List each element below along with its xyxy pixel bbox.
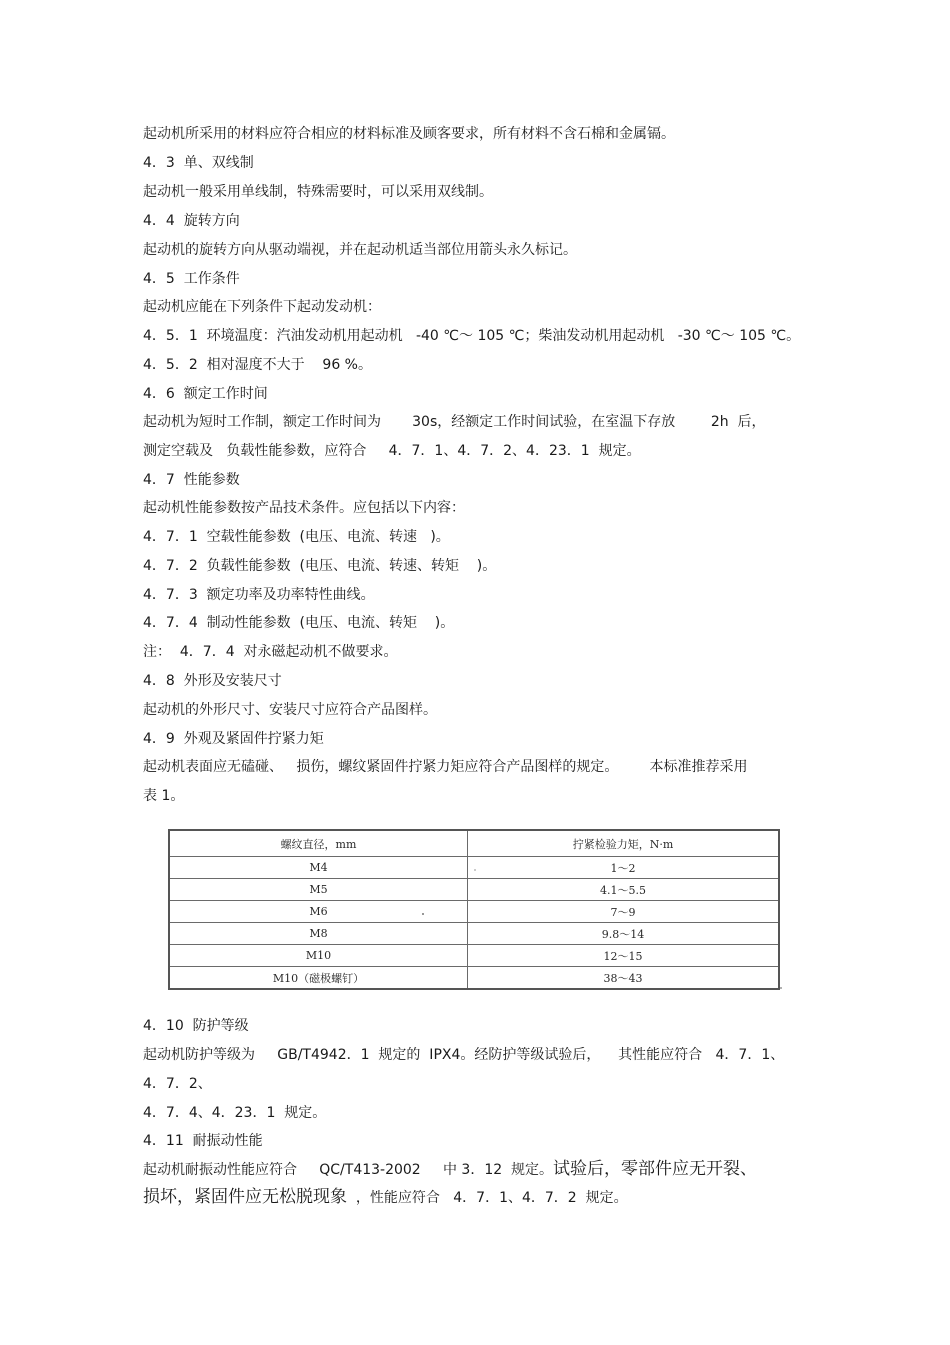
table-row — [169, 967, 779, 990]
torque-table-grid — [168, 829, 780, 990]
paragraph-text: 起动机应能在下列条件下起动发动机： — [143, 299, 381, 315]
list-item: 4．7．2 负载性能参数 (电压、电流、转速、转矩 )。 — [143, 558, 497, 574]
paragraph-mixed-line — [143, 1188, 628, 1207]
paragraph-text-small: 起动机耐振动性能应符合 QC/T413-2002 中 3．12 规定。 — [143, 1162, 554, 1178]
table-header-cell: 螺纹直径，mm — [169, 830, 468, 857]
section-heading-4-4: 4．4 旋转方向 — [143, 213, 240, 229]
scan-speck — [780, 987, 782, 989]
paragraph-text: 4．5．1 环境温度：汽油发动机用起动机 -40 ℃～ 105 ℃；柴油发动机用起动机 -30 ℃～ 105 ℃。 — [143, 328, 801, 344]
paragraph-text: 起动机防护等级为 GB/T4942．1 规定的 IPX4。经防护等级试验后， 其性能应符合 4．7．1、 — [143, 1047, 785, 1063]
table-cell: M6 — [169, 901, 468, 923]
section-heading-4-9: 4．9 外观及紧固件拧紧力矩 — [143, 731, 324, 747]
list-item: 4．7．3 额定功率及功率特性曲线。 — [143, 587, 375, 603]
table-header-row — [169, 830, 779, 857]
note-text: 注： 4．7．4 对永磁起动机不做要求。 — [143, 644, 398, 660]
paragraph-text: 起动机一般采用单线制，特殊需要时，可以采用双线制。 — [143, 184, 493, 200]
section-heading-4-8: 4．8 外形及安装尺寸 — [143, 673, 282, 689]
paragraph-text: 起动机为短时工作制，额定工作时间为 30s，经额定工作时间试验，在室温下存放 2h 后， — [143, 414, 766, 430]
table-row — [169, 945, 779, 967]
table-cell: 38～43 — [468, 967, 780, 990]
paragraph-text: 测定空载及 负载性能参数，应符合 4．7．1、4．7．2、4．23．1 规定。 — [143, 443, 641, 459]
scan-speck — [474, 869, 476, 871]
section-heading-4-7: 4．7 性能参数 — [143, 472, 240, 488]
paragraph-text: 起动机的外形尺寸、安装尺寸应符合产品图样。 — [143, 702, 437, 718]
table-cell: M8 — [169, 923, 468, 945]
paragraph-mixed-line — [143, 1160, 757, 1179]
table-cell: 7～9 — [468, 901, 780, 923]
section-heading-4-6: 4．6 额定工作时间 — [143, 386, 268, 402]
table-cell: M10 — [169, 945, 468, 967]
table-row — [169, 857, 779, 879]
paragraph-text: 表 1。 — [143, 788, 185, 804]
table-row — [169, 923, 779, 945]
paragraph-text-small: ，性能应符合 4．7．1、4．7．2 规定。 — [347, 1190, 628, 1206]
list-item: 4．7．1 空载性能参数 (电压、电流、转速 )。 — [143, 529, 450, 545]
section-heading-4-10: 4．10 防护等级 — [143, 1018, 249, 1034]
scan-speck — [422, 913, 424, 915]
paragraph-text-large: 损坏，紧固件应无松脱现象 — [143, 1187, 347, 1207]
table-row — [169, 901, 779, 923]
section-heading-4-3: 4．3 单、双线制 — [143, 155, 254, 171]
paragraph-text: 起动机性能参数按产品技术条件。应包括以下内容： — [143, 500, 465, 516]
torque-table — [168, 829, 780, 988]
table-cell: M4 — [169, 857, 468, 879]
paragraph-text: 起动机表面应无磕碰、 损伤，螺纹紧固件拧紧力矩应符合产品图样的规定。 本标准推荐采用 — [143, 759, 748, 775]
table-cell: 12～15 — [468, 945, 780, 967]
table-cell: 9.8～14 — [468, 923, 780, 945]
paragraph-text: 4．7．2、 — [143, 1076, 212, 1092]
paragraph-text: 起动机的旋转方向从驱动端视，并在起动机适当部位用箭头永久标记。 — [143, 242, 577, 258]
table-row — [169, 879, 779, 901]
paragraph-text: 起动机所采用的材料应符合相应的材料标准及顾客要求，所有材料不含石棉和金属镉。 — [143, 126, 675, 142]
paragraph-text: 4．5．2 相对湿度不大于 96 %。 — [143, 357, 372, 373]
table-cell: M5 — [169, 879, 468, 901]
paragraph-text-large: 试验后，零部件应无开裂、 — [553, 1159, 758, 1179]
table-cell: M10（磁极螺钉） — [169, 967, 468, 990]
section-heading-4-5: 4．5 工作条件 — [143, 271, 240, 287]
table-header-cell: 拧紧检验力矩，N·m — [468, 830, 780, 857]
table-cell: 1～2 — [468, 857, 780, 879]
table-cell: 4.1～5.5 — [468, 879, 780, 901]
section-heading-4-11: 4．11 耐振动性能 — [143, 1133, 263, 1149]
paragraph-text: 4．7．4、4．23．1 规定。 — [143, 1105, 327, 1121]
list-item: 4．7．4 制动性能参数 (电压、电流、转矩 )。 — [143, 615, 455, 631]
